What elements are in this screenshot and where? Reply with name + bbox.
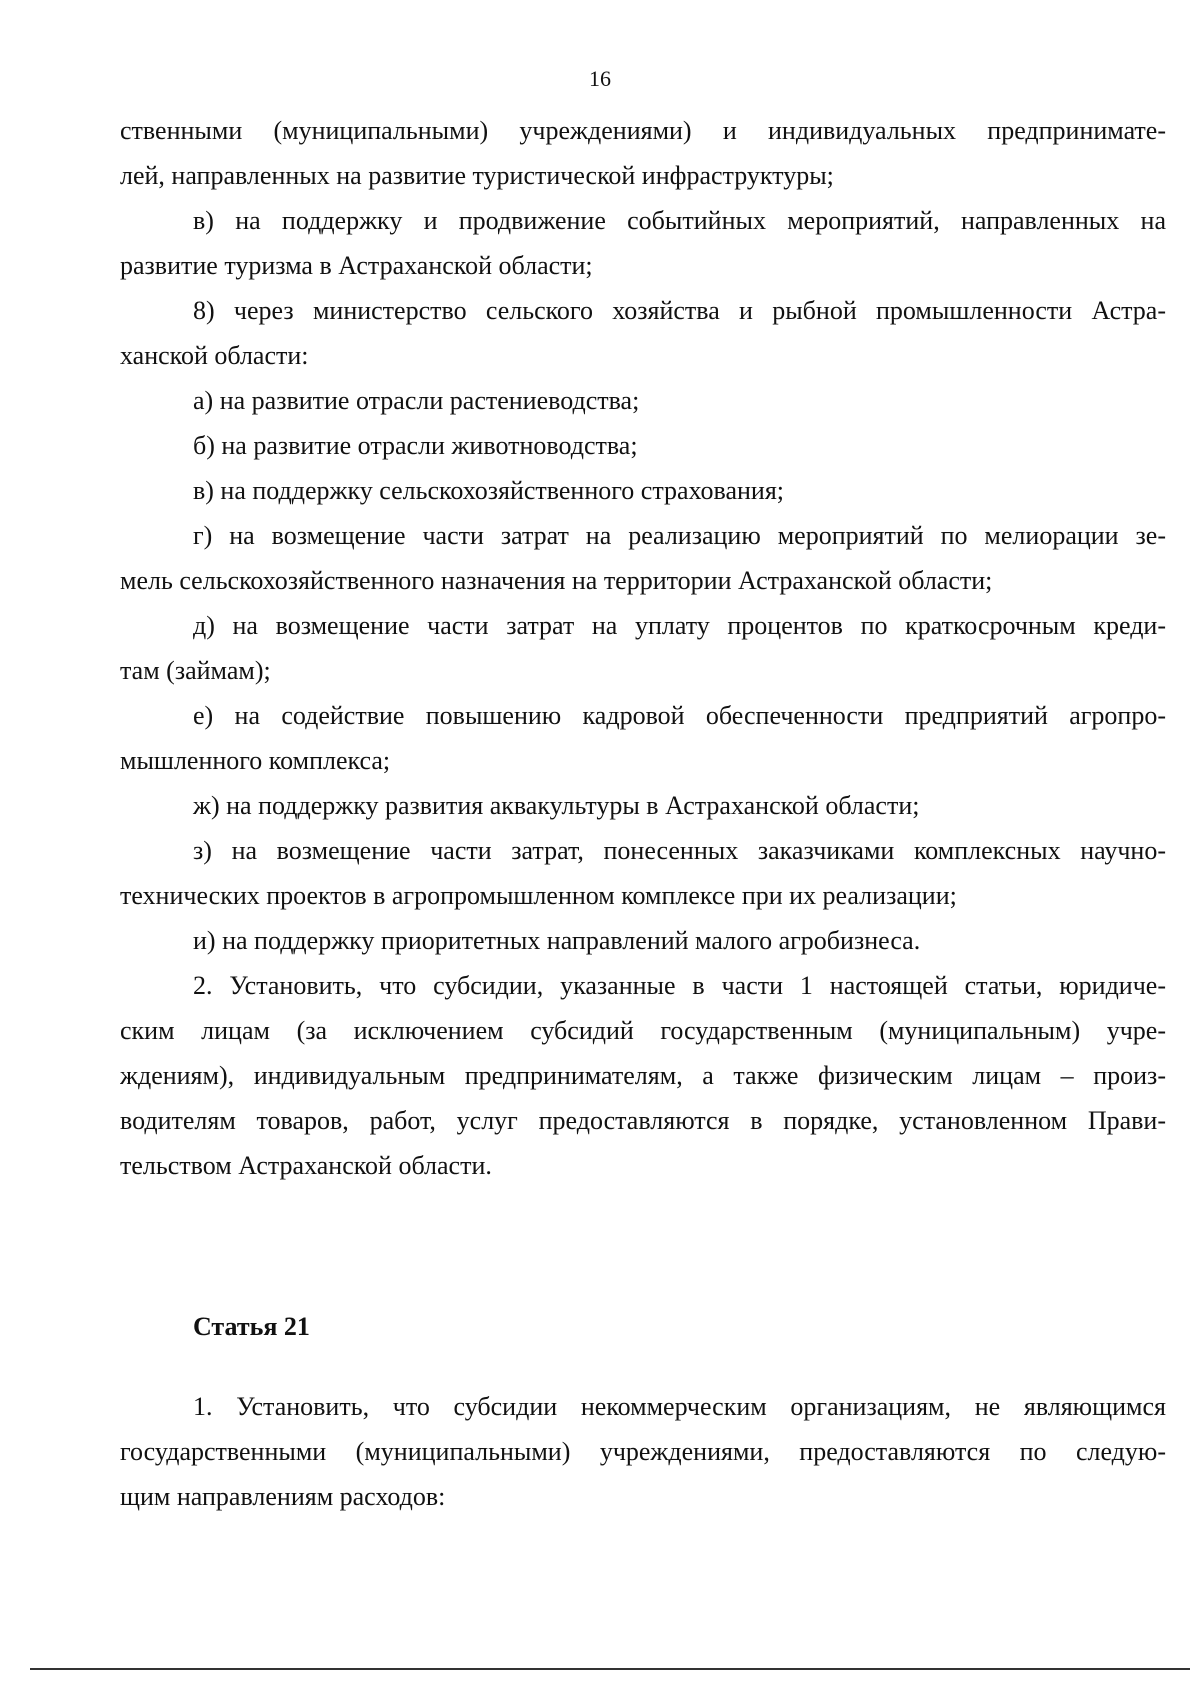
- body-text: [120, 108, 1166, 1188]
- text-line: в) на поддержку и продвижение событийных мероприятий, направленных на: [193, 206, 1166, 235]
- text-line: щим направлениям расходов:: [120, 1482, 446, 1511]
- article-title: Статья 21: [193, 1312, 310, 1341]
- text-line: ским лицам (за исключением субсидий государственным (муниципальным) учре-: [120, 1016, 1166, 1045]
- text-line: мель сельскохозяйственного назначения на территории Астраханской области;: [120, 566, 993, 595]
- text-line: мышленного комплекса;: [120, 746, 391, 775]
- text-line: государственными (муниципальными) учреждениями, предоставляются по следую-: [120, 1437, 1166, 1466]
- text-line: з) на возмещение части затрат, понесенных заказчиками комплексных научно-: [193, 836, 1166, 865]
- text-line: развитие туризма в Астраханской области;: [120, 251, 593, 280]
- text-line: б) на развитие отрасли животноводства;: [193, 431, 638, 460]
- text-line: тельством Астраханской области.: [120, 1151, 492, 1180]
- text-line: 8) через министерство сельского хозяйства и рыбной промышленности Астра-: [193, 296, 1166, 325]
- text-line: а) на развитие отрасли растениеводства;: [193, 386, 640, 415]
- text-line: ждениям), индивидуальным предпринимателям, а также физическим лицам – произ-: [120, 1061, 1166, 1090]
- article-body: [120, 1384, 1166, 1519]
- text-line: г) на возмещение части затрат на реализацию мероприятий по мелиорации зе-: [193, 521, 1166, 550]
- text-line: лей, направленных на развитие туристической инфраструктуры;: [120, 161, 834, 190]
- text-line: ственными (муниципальными) учреждениями) и индивидуальных предпринимате-: [120, 116, 1166, 145]
- text-line: ханской области:: [120, 341, 309, 370]
- page-number: 16: [589, 66, 611, 91]
- text-line: там (займам);: [120, 656, 271, 685]
- text-line: водителям товаров, работ, услуг предоставляются в порядке, установленном Прави-: [120, 1106, 1166, 1135]
- bottom-rule: [30, 1668, 1190, 1670]
- text-line: 2. Установить, что субсидии, указанные в части 1 настоящей статьи, юридиче-: [193, 971, 1166, 1000]
- text-line: 1. Установить, что субсидии некоммерческим организациям, не являющимся: [193, 1392, 1166, 1421]
- text-line: и) на поддержку приоритетных направлений малого агробизнеса.: [193, 926, 921, 955]
- text-line: в) на поддержку сельскохозяйственного страхования;: [193, 476, 785, 505]
- text-line: технических проектов в агропромышленном комплексе при их реализации;: [120, 881, 957, 910]
- text-line: ж) на поддержку развития аквакультуры в Астраханской области;: [193, 791, 920, 820]
- text-line: д) на возмещение части затрат на уплату процентов по краткосрочным креди-: [193, 611, 1166, 640]
- text-line: е) на содействие повышению кадровой обеспеченности предприятий агропро-: [193, 701, 1166, 730]
